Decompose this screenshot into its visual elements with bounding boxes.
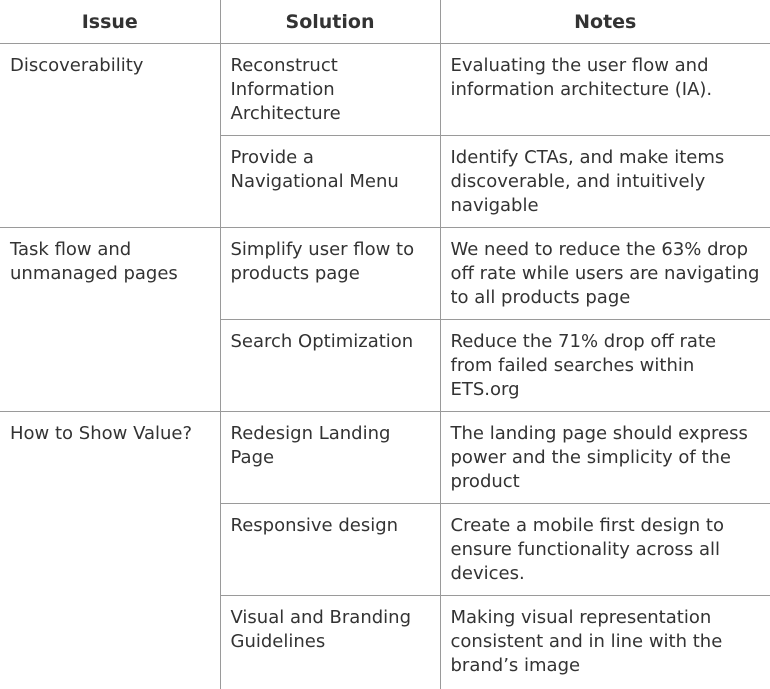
- issue-discoverability: Discoverability: [0, 44, 220, 228]
- notes-cell: Making visual representation consistent and in line with the brand’s image: [440, 596, 770, 689]
- solution-cell: Search Optimization: [220, 320, 440, 412]
- header-issue: Issue: [0, 0, 220, 44]
- solution-cell: Provide a Navigational Menu: [220, 136, 440, 228]
- solution-cell: Responsive design: [220, 504, 440, 596]
- table-row: [0, 44, 770, 136]
- solution-cell: Reconstruct Information Architecture: [220, 44, 440, 136]
- notes-cell: Identify CTAs, and make items discoverable, and intuitively navigable: [440, 136, 770, 228]
- notes-cell: Reduce the 71% drop off rate from failed searches within ETS.org: [440, 320, 770, 412]
- notes-cell: The landing page should express power and the simplicity of the product: [440, 412, 770, 504]
- notes-cell: We need to reduce the 63% drop off rate while users are navigating to all products page: [440, 228, 770, 320]
- header-notes: Notes: [440, 0, 770, 44]
- header-row: [0, 0, 770, 44]
- notes-cell: Evaluating the user flow and information architecture (IA).: [440, 44, 770, 136]
- issue-task-flow: Task flow and unmanaged pages: [0, 228, 220, 412]
- issue-show-value: How to Show Value?: [0, 412, 220, 689]
- header-solution: Solution: [220, 0, 440, 44]
- solution-cell: Redesign Landing Page: [220, 412, 440, 504]
- table-row: [0, 228, 770, 320]
- solution-cell: Visual and Branding Guidelines: [220, 596, 440, 689]
- notes-cell: Create a mobile first design to ensure functionality across all devices.: [440, 504, 770, 596]
- table-row: [0, 412, 770, 504]
- solution-cell: Simplify user flow to products page: [220, 228, 440, 320]
